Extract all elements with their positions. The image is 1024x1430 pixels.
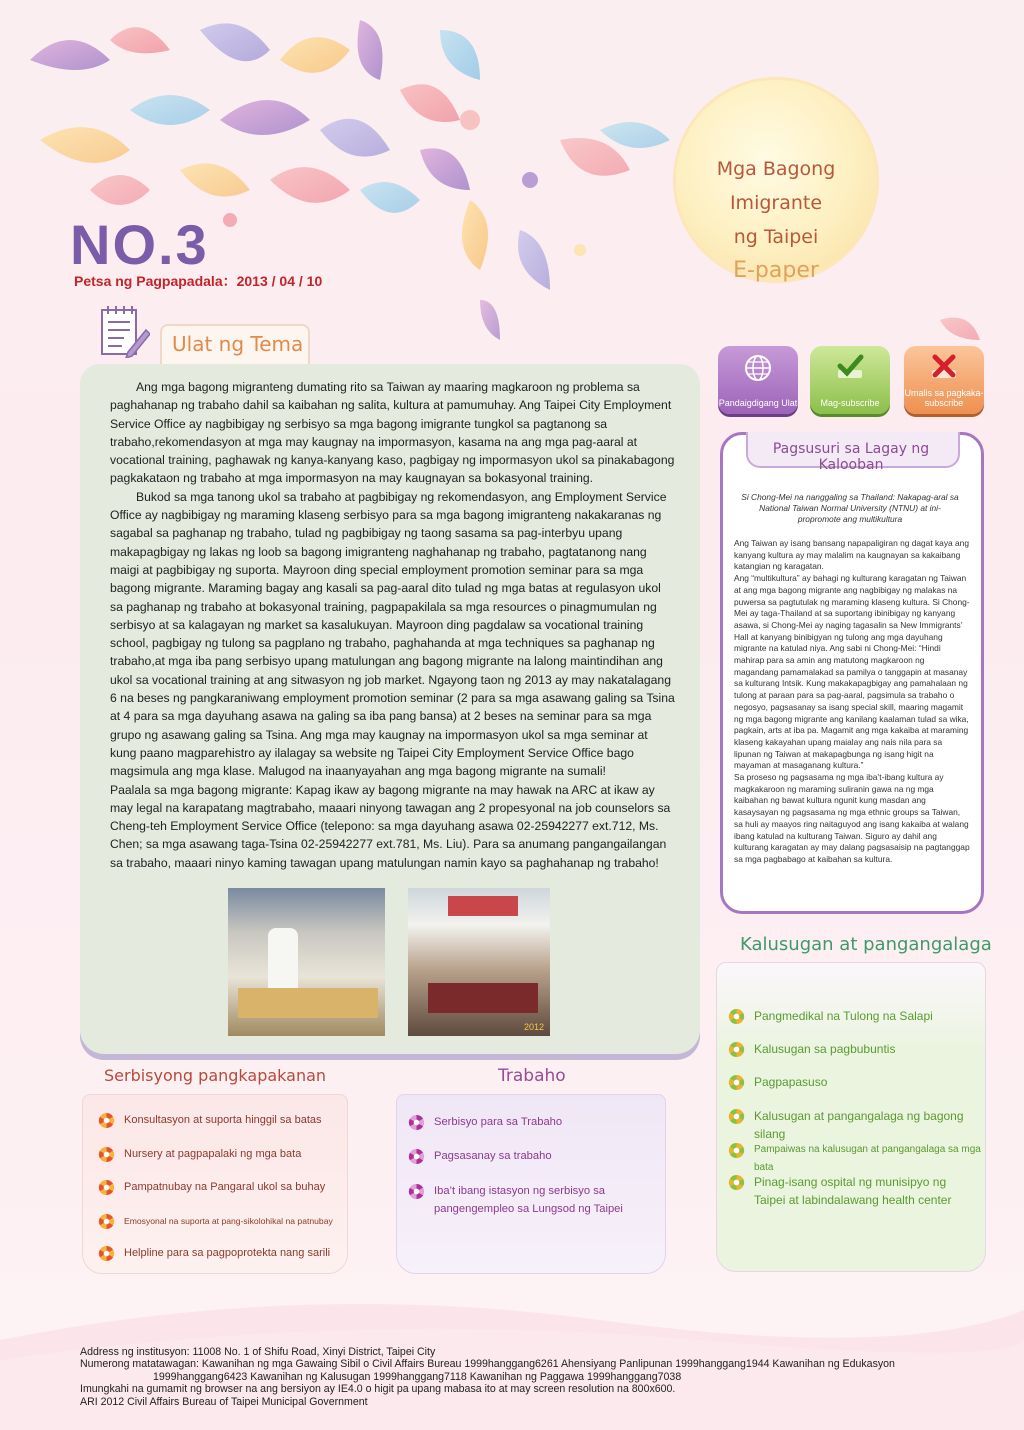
masthead-line-3: E-paper <box>733 258 819 283</box>
photo-date-stamp: 2012 <box>523 1022 544 1032</box>
topic-paragraph-3: Paalala sa mga bagong migrante: Kapag ikaw ay bagong migrante na may hawak na ARC at ikaw ay may legal na karapatang magtrabaho, maaari ninyong tawagan ang 2 propesyonal na job counselors sa Cheng-teh Employment Service Office (telepono: sa mga dayuhang asawa 02-25942277 ext.712, Ms. Chen; sa mga asawang taga-Tsina 02-25942277 ext.781, Ms. Liu). Para sa anumang pangangailangan sa trabaho, maaari ninyo kaming tawagan upang matulungan namin kayo sa paghahanap ng trabaho! <box>110 782 671 870</box>
review-paragraph-3: Sa proseso ng pagsasama ng mga iba’t-ibang kultura ay magkakaroon ng maraming suliranin gawa na ng mga kaibahan ng bawat kultura ngunit kung masdan ang kasaysayan ng pagsasama ng mga ethnic groups sa Taiwan, sa huli ay maayos ring naitaguyod ang isang kakaiba at walang ibang katulad na kulturang Taiwan. Siguro ay dahil ang kulturang karagatan ay may dalang pagsasaisip na pagtanggap sa mga pagbabago at kaibahan sa kultura. <box>734 772 970 864</box>
masthead-line-1: Mga Bagong Imigrante <box>716 158 836 214</box>
footer-address: Address ng institusyon: 11008 No. 1 of Shifu Road, Xinyi District, Taipei City <box>80 1346 436 1358</box>
notepad-pencil-icon <box>98 304 150 358</box>
jobs-item-label: Iba’t ibang istasyon ng serbisyo sa pangengempleo sa Lungsod ng Taipei <box>434 1185 623 1215</box>
review-paragraph-1: Ang Taiwan ay isang bansang napapaligiran ng dagat kaya ang kanyang kultura ay may malalim na kaugnayan sa kakaibang katangian ng karagatan. <box>734 538 969 572</box>
footer-browser-note: Imungkahi na gumamit ng browser na ang bersiyon ay IE4.0 o higit pa upang mabasa ito at may screen resolution na 800x600. <box>80 1383 676 1396</box>
pinwheel-icon <box>98 1179 115 1196</box>
pinwheel-icon <box>98 1146 115 1163</box>
send-date: Petsa ng Pagpapadala：2013 / 04 / 10 <box>74 273 323 289</box>
health-item-label: Pagpapasuso <box>754 1075 828 1089</box>
subscribe-button[interactable] <box>810 346 890 414</box>
pinwheel-icon <box>728 1174 745 1191</box>
jobs-title: Trabaho <box>498 1066 566 1086</box>
footer-phones-1: Numerong matatawagan: Kawanihan ng mga Gawaing Sibil o Civil Affairs Bureau 1999hanggang6261 Ahensiyang Panlipunan 1999hanggang1944 Kawanihan ng Edukasyon <box>80 1358 895 1371</box>
welfare-item-label: Helpline para sa pagpoprotekta nang sarili <box>124 1247 331 1259</box>
world-news-label: Pandaigdigang Ulat <box>718 398 798 408</box>
photo-banner <box>448 896 518 916</box>
topic-title: Ulat ng Tema <box>172 332 304 356</box>
pinwheel-icon <box>728 1041 745 1058</box>
jobs-item-label: Serbisyo para sa Trabaho <box>434 1116 563 1128</box>
pinwheel-icon <box>728 1074 745 1091</box>
welfare-item-label: Nursery at pagpapalaki ng mga bata <box>124 1148 302 1160</box>
welfare-item-label: Konsultasyon at suporta hinggil sa batas <box>124 1114 322 1126</box>
review-lead: Si Chong-Mei na nanggaling sa Thailand: Nakapag-aral sa National Taiwan Normal University (NTNU) at ini-propromote ang multikultura <box>741 492 959 524</box>
review-paragraph-2: Ang “multikultura” ay bahagi ng kulturang karagatan ng Taiwan at ang mga bagong migrante ang nagbibigay ng malakas na puwersa sa pagtutulak ng maraming klaseng kultura. Si Chong-Mei ay taga-Thailand at sa suportang ibinibigay ng kanyang asawa, si Chong-Mei ay naging tagasalin sa New Immigrants’ Hall at kanyang binibigyan ng tulong ang mga dayuhang migrante na katulad niya. Ang sabi ni Chong-Mei: “Hindi mahirap para sa amin ang matutong magkaroon ng magandang pamamalakad sa pamilya o tanggapin at masanay sa kulturang Intsik. Kung makakapagbigay ang pamahalaan ng tulong at paraan para sa pag-aaral, pagsimula sa trabaho o negosyo, pagsasanay sa isang special skill, maaring magamit ng mga bagong migrante ang kanilang kaalaman tulad sa wika, pagkain, arts at iba pa. Magamit ang mga kakaiba at maraming klaseng kakayahan upang maialay ang nais nila para sa lipunan ng Taiwan at makapagbunga ng isang higit na mayaman at masaganang kultura.” <box>734 573 970 771</box>
issue-number: NO.3 <box>70 213 209 276</box>
topic-article <box>110 378 676 872</box>
review-body <box>734 538 970 866</box>
footer-copyright: ARI 2012 Civil Affairs Bureau of Taipei Municipal Government <box>80 1395 368 1408</box>
masthead-line-2: ng Taipei <box>733 226 819 248</box>
world-news-button[interactable] <box>718 346 798 414</box>
welfare-item-label: Pampatnubay na Pangaral ukol sa buhay <box>124 1181 326 1193</box>
globe-icon <box>742 352 774 384</box>
footer <box>80 1346 1000 1408</box>
pinwheel-icon <box>98 1213 115 1230</box>
masthead <box>676 152 876 288</box>
photo-table <box>428 983 538 1013</box>
health-title: Kalusugan at pangangalaga <box>740 934 992 955</box>
health-item-label: Kalusugan at pangangalaga ng bagong silang <box>754 1109 964 1141</box>
pinwheel-icon <box>98 1245 115 1262</box>
welfare-item-label: Emosyonal na suporta at pang-sikolohikal na patnubay <box>124 1216 333 1226</box>
photo-seminar <box>408 888 550 1036</box>
topic-paragraph-2: Bukod sa mga tanong ukol sa trabaho at pagbibigay ng rekomendasyon, ang Employment Service Office ay nagbibigay ng maraming klaseng serbisyo para sa mga bagong imigranteng nakakaranas ng sagabal sa paghanap ng trabaho, tulad ng pagbibigay ng taong sasama sa pag-interbyu upang makapagbigay ng lakas ng loob sa bagong imigranteng naghahanap ng trabaho, pagtatanong nang maigi at pagbibigay ng suporta. Mayroon ding special employment promotion seminar para sa mga bagong migrante. Maraming bagay ang kasali sa pag-aaral dito tulad ng mga batas at regulasyon ukol sa paghanap ng trabaho at bokasyonal training, pagpapakilala sa mga resources o pinagmumulan ng serbisyo at sa kalagayan ng market sa kasalukuyan. Mayroon ding pagdalaw sa vocational training school, pagbigay ng tulong sa pagplano ng trabaho, paghahanda at mga techniques sa paghanap ng trabaho,at mga iba pang serbisyo upang matulungan ang bagong migrante na lalong maintindihan ang ukol sa vocational training at ang sitwasyon ng job market. Ngayong taon ng 2013 ay may nakatalagang 6 na beses ng pangkaraniwang employment promotion seminar (2 para sa mga asawang galing sa Tsina at 4 para sa mga dayuhang asawa na galing sa iba pang bansa) at 2 beses na seminar para sa mga grupo ng asawang galing sa Tsina. Ang mga may kaugnay na impormasyon ukol sa mga seminar at kung paano magparehistro ay ilalagay sa website ng Taipei City Employment Service Office bago magsimula ang mga klase. Malugod na inaanyayahan ang mga bagong migrante na sumali! <box>110 489 675 779</box>
photo-table <box>238 988 378 1018</box>
unsubscribe-button[interactable] <box>904 346 984 414</box>
pinwheel-icon <box>98 1112 115 1129</box>
photo-cooking-class <box>228 888 385 1036</box>
health-item-label: Pinag-isang ospital ng munisipyo ng Taipei at labindalawang health center <box>754 1175 952 1207</box>
pinwheel-icon <box>728 1008 745 1025</box>
pinwheel-icon <box>408 1183 425 1200</box>
pinwheel-icon <box>728 1108 745 1125</box>
health-item-label: Pampaiwas na kalusugan at pangangalaga sa mga bata <box>754 1144 981 1173</box>
unsubscribe-label: Umalis sa pagkaka-subscribe <box>904 388 984 408</box>
welfare-title: Serbisyong pangkapakanan <box>104 1066 327 1085</box>
x-mark-icon <box>928 352 960 384</box>
topic-paragraph-1: Ang mga bagong migranteng dumating rito sa Taiwan ay maaring magkaroon ng problema sa paghahanap ng trabaho dahil sa kaibahan ng salita, kultura at pamumuhay. Ang Taipei City Employment Service Office ay nagbibigay ng serbisyo sa mga bagong imigrante tungkol sa pagtanong sa trabaho,rekomendasyon at mga may kaugnay na impormasyon, kasama na ang mga pag-aaral at vocational training, paghawak ng kanya-kanyang kaso, pagbigay ng impormasyon ukol sa pinakabagong pagkakataon ng trabaho at mga impormasyon na may kaugnayan sa bokasyonal training. <box>110 380 675 486</box>
pinwheel-icon <box>728 1142 745 1159</box>
health-item-label: Kalusugan sa pagbubuntis <box>754 1042 896 1056</box>
jobs-item-label: Pagsasanay sa trabaho <box>434 1150 552 1162</box>
health-item-label: Pangmedikal na Tulong na Salapi <box>754 1009 933 1023</box>
review-title: Pagsusuri sa Lagay ng Kalooban <box>772 441 930 473</box>
pinwheel-icon <box>408 1148 425 1165</box>
checkmark-icon <box>834 352 866 384</box>
subscribe-label: Mag-subscribe <box>820 398 880 408</box>
pinwheel-icon <box>408 1114 425 1131</box>
footer-phones-2: 1999hanggang6423 Kawanihan ng Kalusugan 1999hanggang7118 Kawanihan ng Paggawa 1999hanggang7038 <box>153 1370 682 1383</box>
